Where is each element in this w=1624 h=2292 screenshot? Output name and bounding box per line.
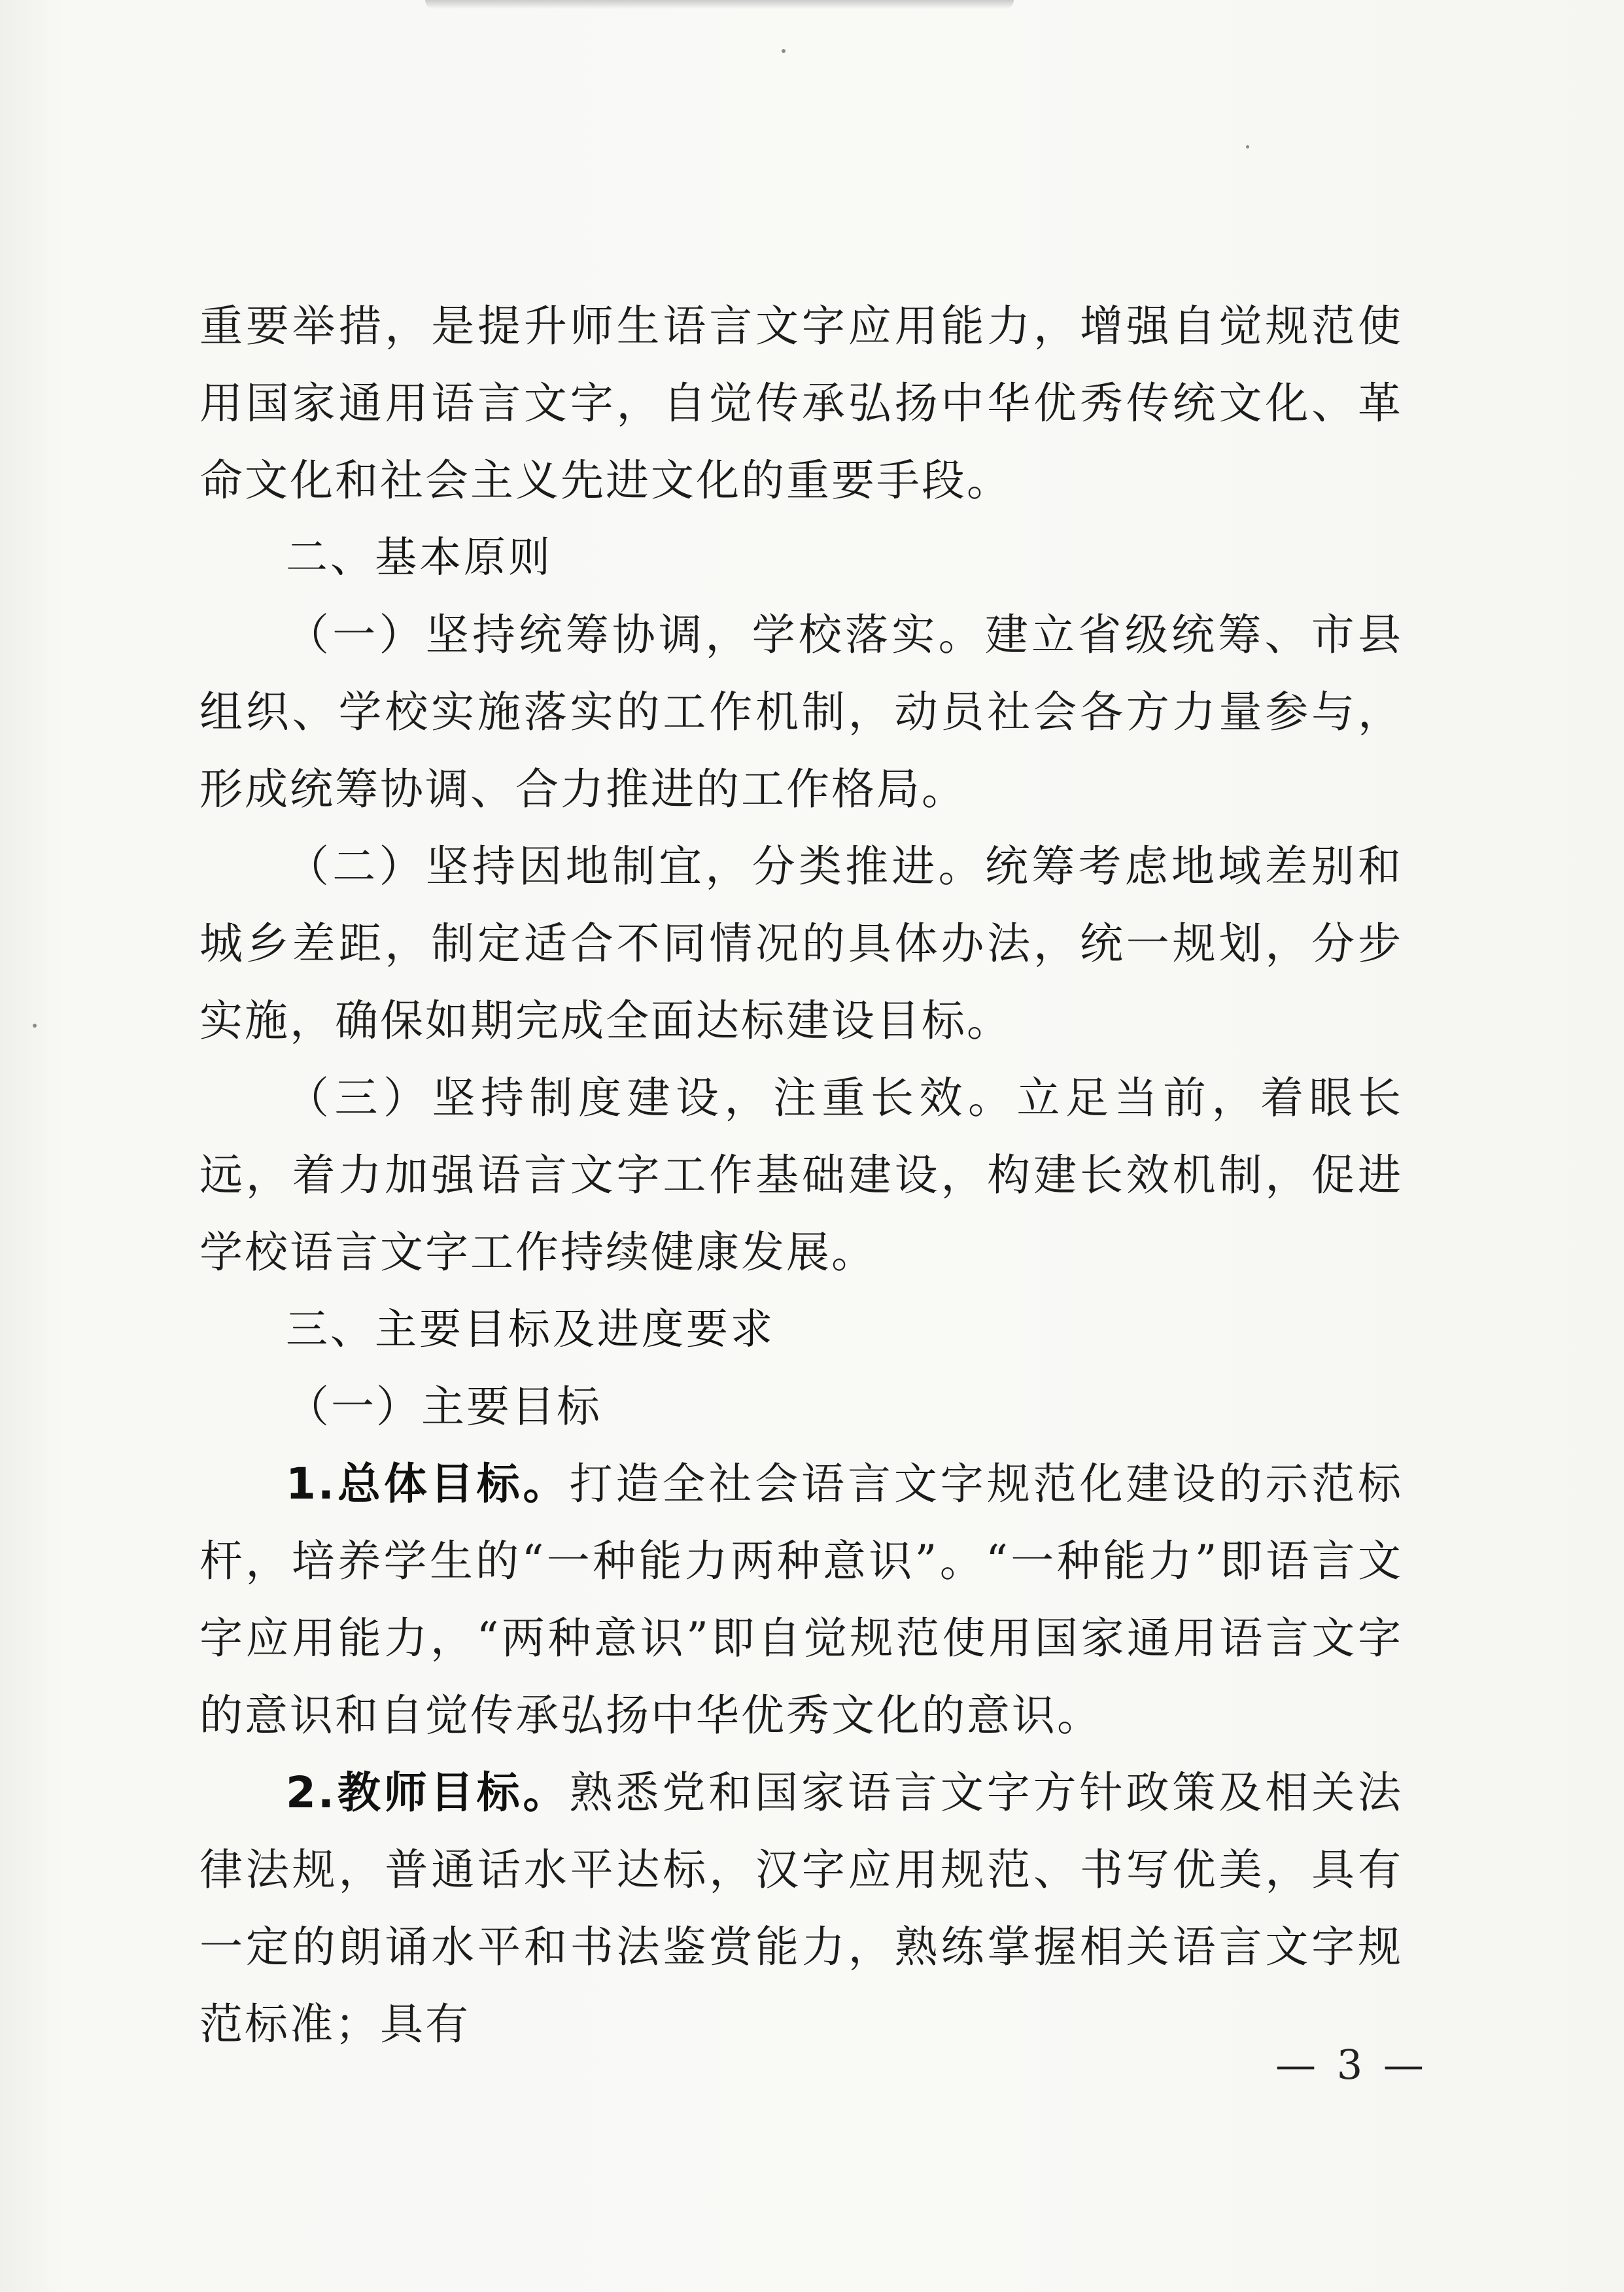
subsection-heading-main-goals: [199, 1368, 1403, 1446]
paragraph-principle-3: [199, 1060, 1403, 1291]
paragraph-lead: 2.教师目标。: [286, 1767, 570, 1818]
page-number: — 3 —: [1275, 2041, 1428, 2089]
scan-edge-shadow: [425, 0, 1014, 9]
section-heading-basic-principles: 二、基本原则: [286, 534, 553, 582]
paragraph-text: 熟悉党和国家语言文字方针政策及相关法律法规，普通话水平达标，汉字应用规范、书写优美，具有一定的朗诵水平和书法鉴赏能力，熟练掌握相关语言文字规范标准；具有: [199, 1767, 1404, 2049]
scan-speck: [33, 1024, 37, 1028]
paragraph-text: 打造全社会语言文字规范化建设的示范标杆，培养学生的“一种能力两种意识”。“一种能力”即语言文字应用能力，“两种意识”即自觉规范使用国家通用语言文字的意识和自觉传承弘扬中华优秀文化的意识。: [199, 1459, 1404, 1741]
section-heading-main-goals: 三、主要目标及进度要求: [286, 1306, 775, 1354]
paragraph-principle-2: [199, 828, 1403, 1060]
paragraph-text: （三）坚持制度建设，注重长效。立足当前，着眼长远，着力加强语言文字工作基础建设，构建长效机制，促进学校语言文字工作持续健康发展。: [199, 1073, 1403, 1277]
paragraph-principle-1: [199, 597, 1403, 828]
paragraph-lead: 1.总体目标。: [286, 1459, 570, 1509]
paragraph-intro-continuation: [199, 288, 1403, 519]
paragraph-text: （一）主要目标: [286, 1381, 602, 1432]
scan-speck: [782, 49, 786, 53]
body-text: [199, 288, 1403, 2063]
paragraph-text: （一）坚持统筹协调，学校落实。建立省级统筹、市县组织、学校实施落实的工作机制，动员社会各方力量参与，形成统筹协调、合力推进的工作格局。: [199, 610, 1403, 814]
paragraph-text: 重要举措，是提升师生语言文字应用能力，增强自觉规范使用国家通用语言文字，自觉传承弘扬中华优秀传统文化、革命文化和社会主义先进文化的重要手段。: [199, 301, 1403, 506]
scan-speck: [1246, 145, 1249, 148]
paragraph-text: （二）坚持因地制宜，分类推进。统筹考虑地域差别和城乡差距，制定适合不同情况的具体办法，统一规划，分步实施，确保如期完成全面达标建设目标。: [199, 841, 1403, 1046]
paragraph-goal-teacher: [199, 1754, 1403, 2063]
paragraph-goal-overall: [199, 1446, 1403, 1754]
